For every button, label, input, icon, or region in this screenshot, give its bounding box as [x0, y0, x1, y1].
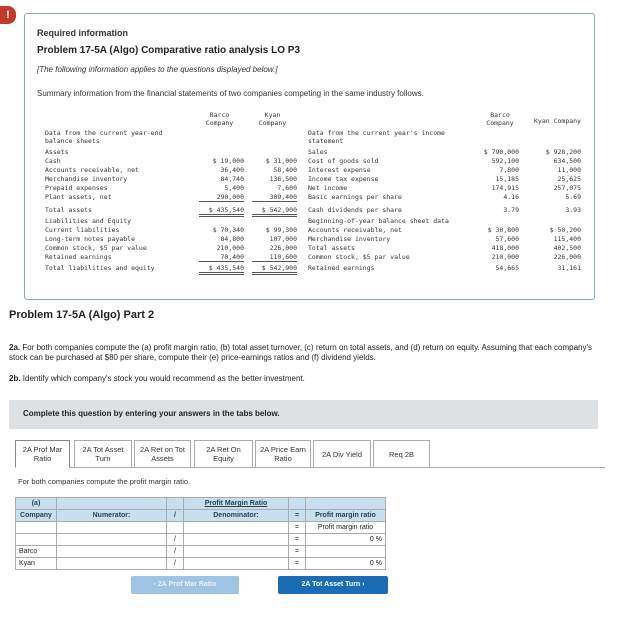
bs-value-barco: $ 70,340 [212, 226, 244, 234]
alert-icon: ! [0, 6, 16, 24]
is-label: Cash dividends per share [308, 206, 402, 214]
is-value-kyan: 402,500 [553, 244, 581, 252]
required-information-panel [24, 13, 595, 300]
result-subheader: Profit margin ratio [306, 522, 386, 534]
result-cell-kyan: 0 % [306, 558, 386, 570]
ratio-title: Profit Margin Ratio [184, 498, 289, 510]
is-value-kyan: 257,075 [553, 184, 581, 192]
profit-margin-table: (a) Profit Margin Ratio Company Numerator: / Denominator: = Profit margin ratio = Profit margin ratio / = 0 % Barco / = Kyan / = 0 % [15, 497, 386, 570]
col-numerator-header: Numerator: [57, 510, 167, 522]
bs-value-kyan: $ 99,300 [265, 226, 297, 234]
is-value-barco: $ 30,800 [487, 226, 519, 234]
bs-col-kyan: Kyan Company [258, 111, 287, 127]
bs-label: Total assets [45, 206, 92, 214]
bs-value-barco: $ 435,540 [199, 264, 244, 275]
tab-div-yield[interactable]: 2A Div Yield [313, 440, 371, 468]
col-company-header: Company [16, 510, 57, 522]
bs-value-barco: 5,400 [224, 184, 244, 192]
is-value-kyan: 634,500 [553, 157, 581, 165]
is-label: Common stock, $5 par value [308, 253, 410, 261]
is-label: Basic earnings per share [308, 193, 402, 201]
bs-value-barco: 84,740 [220, 175, 244, 183]
tab-ret-on-tot-assets[interactable]: 2A Ret on Tot Assets [134, 440, 191, 468]
is-label: Interest expense [308, 166, 371, 174]
company-barco: Barco [16, 546, 57, 558]
prev-tab-button[interactable]: ‹ 2A Prof Mar Ratio [131, 576, 239, 594]
is-value-kyan: 226,000 [553, 253, 581, 261]
is-value-barco: 57,600 [495, 235, 519, 243]
is-value-kyan: $ 50,200 [549, 226, 581, 234]
denominator-input-kyan[interactable] [184, 558, 289, 570]
is-value-barco: 418,000 [491, 244, 519, 252]
bs-value-kyan: 110,600 [252, 253, 297, 262]
company-kyan: Kyan [16, 558, 57, 570]
denominator-input-barco[interactable] [184, 546, 289, 558]
numerator-input-kyan[interactable] [57, 558, 167, 570]
bs-value-barco: 290,000 [199, 193, 244, 202]
numerator-input-barco[interactable] [57, 546, 167, 558]
bs-label: Total liabilities and equity [45, 264, 155, 272]
is-value-kyan: 5.69 [565, 193, 581, 201]
bs-label: Long-term notes payable [45, 235, 136, 243]
bs-label: Current liabilities [45, 226, 120, 234]
is-title: Data from the current year's income statement [308, 129, 445, 145]
chevron-right-icon: › [362, 581, 365, 588]
bs-label: Liabilities and Equity [45, 217, 132, 225]
is-label: Accounts receivable, net [308, 226, 402, 234]
is-col-kyan: Kyan Company [534, 117, 581, 125]
bs-value-kyan: $ 542,900 [252, 264, 297, 275]
bs-value-barco: $ 19,000 [212, 157, 244, 165]
bs-value-kyan: 309,400 [252, 193, 297, 202]
bs-value-barco: 210,000 [216, 244, 244, 252]
is-value-barco: 592,100 [491, 157, 519, 165]
tab-req-2b[interactable]: Req 2B [373, 440, 430, 468]
is-value-barco: 7,800 [499, 166, 519, 174]
is-value-kyan: 25,625 [557, 175, 581, 183]
bs-label: Prepaid expenses [45, 184, 108, 192]
bs-value-kyan: $ 31,000 [265, 157, 297, 165]
part2-title: Problem 17-5A (Algo) Part 2 [9, 309, 155, 321]
bs-label: Cash [45, 157, 61, 165]
denominator-input[interactable] [184, 534, 289, 546]
bs-value-kyan: 136,500 [269, 175, 297, 183]
bs-label: Accounts receivable, net [45, 166, 139, 174]
info-note: [The following information applies to the questions displayed below.] [37, 65, 278, 74]
bs-label: Retained earnings [45, 253, 112, 261]
part2-question-2b: 2b. Identify which company's stock you would recommend as the better investment. [9, 374, 305, 383]
bs-label: Assets [45, 148, 69, 156]
is-label: Net income [308, 184, 348, 192]
is-label: Beginning-of-year balance sheet data [308, 217, 449, 225]
is-value-barco: 4.16 [503, 193, 519, 201]
bs-value-kyan: 226,000 [269, 244, 297, 252]
is-value-kyan: 11,000 [557, 166, 581, 174]
is-value-kyan: $ 928,200 [545, 148, 581, 156]
is-label: Retained earnings [308, 264, 375, 272]
tab-price-earn-ratio[interactable]: 2A Price Earn Ratio [255, 440, 311, 468]
bs-value-barco: 70,400 [199, 253, 244, 262]
bs-label: Merchandise inventory [45, 175, 128, 183]
panel-instruction: For both companies compute the profit margin ratio. [18, 477, 191, 486]
instruction-bar: Complete this question by entering your answers in the tabs below. [9, 400, 598, 429]
bs-value-kyan: $ 542,900 [252, 206, 297, 217]
is-value-kyan: 115,400 [553, 235, 581, 243]
is-label: Cost of goods sold [308, 157, 379, 165]
is-value-barco: $ 790,000 [483, 148, 519, 156]
bs-value-barco: 84,800 [220, 235, 244, 243]
is-value-kyan: 31,161 [557, 264, 581, 272]
col-denominator-header: Denominator: [184, 510, 289, 522]
next-tab-button[interactable]: 2A Tot Asset Turn › [278, 576, 388, 594]
col-a-header: (a) [16, 498, 57, 510]
is-value-barco: 210,000 [491, 253, 519, 261]
is-col-barco: Barco Company [486, 111, 514, 127]
summary-text: Summary information from the financial statements of two companies competing in the same industry follows. [37, 89, 424, 98]
problem-title: Problem 17-5A (Algo) Comparative ratio analysis LO P3 [37, 45, 301, 56]
is-value-kyan: 3.93 [565, 206, 581, 214]
is-value-barco: 54,665 [495, 264, 519, 272]
is-label: Sales [308, 148, 328, 156]
required-info-heading: Required information [37, 28, 129, 38]
bs-value-barco: 36,400 [220, 166, 244, 174]
tab-prof-mar-ratio[interactable]: 2A Prof Mar Ratio [15, 440, 70, 468]
bs-value-barco: $ 435,540 [199, 206, 244, 217]
bs-value-kyan: 107,000 [269, 235, 297, 243]
bs-label: Common stock, $5 par value [45, 244, 147, 252]
is-label: Merchandise inventory [308, 235, 391, 243]
is-value-barco: 174,915 [491, 184, 519, 192]
result-cell: 0 % [306, 534, 386, 546]
tab-ret-on-equity[interactable]: 2A Ret On Equity [194, 440, 253, 468]
is-label: Income tax expense [308, 175, 379, 183]
bs-title: Data from the current year-end balance sheets [45, 129, 163, 145]
part2-question-2a: 2a. For both companies compute the (a) profit margin ratio, (b) total asset turnover, (c) return on total assets, and (d) return on equity. Assuming that each company's stock can be purchased at $80 per share, compute their (e) price-earnings ratios and (f) dividend yields. [9, 343, 593, 362]
tab-tot-asset-turn[interactable]: 2A Tot Asset Turn [74, 440, 132, 468]
bs-value-kyan: 7,600 [277, 184, 297, 192]
bs-label: Plant assets, net [45, 193, 112, 201]
chevron-left-icon: ‹ [153, 581, 156, 588]
bs-value-kyan: 58,400 [273, 166, 297, 174]
numerator-input[interactable] [57, 534, 167, 546]
is-value-barco: 3.79 [503, 206, 519, 214]
is-value-barco: 15,185 [495, 175, 519, 183]
col-result-header: Profit margin ratio [306, 510, 386, 522]
is-label: Total assets [308, 244, 355, 252]
bs-col-barco: Barco Company [205, 111, 234, 127]
